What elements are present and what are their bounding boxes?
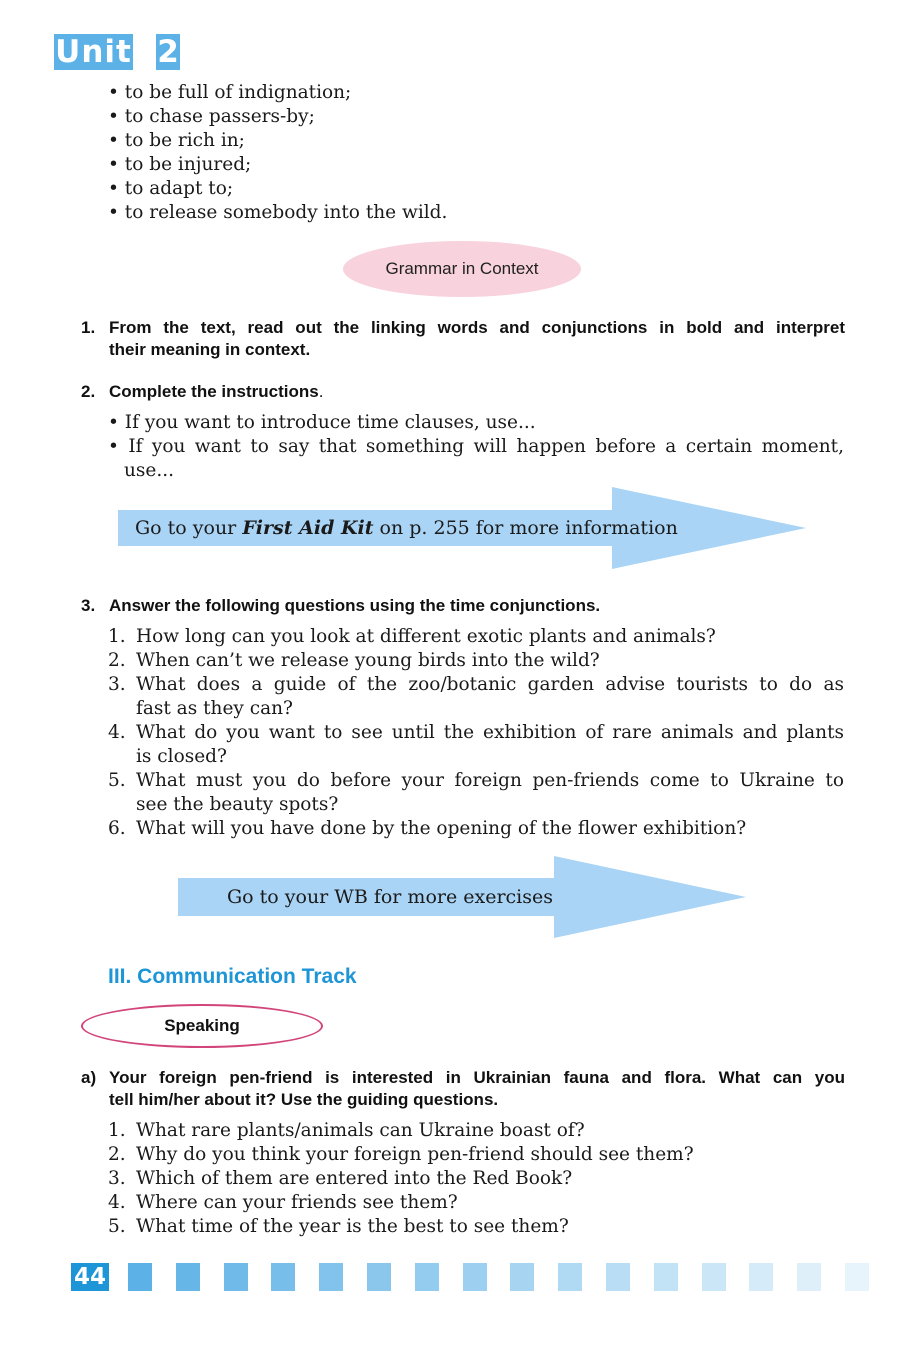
list-item: • If you want to introduce time clauses, use...	[108, 412, 536, 433]
task-text: their meaning in context.	[109, 340, 311, 359]
footer-square	[319, 1263, 343, 1291]
unit-label: Unit	[55, 34, 132, 70]
footer-square	[463, 1263, 487, 1291]
footer-square	[224, 1263, 248, 1291]
question-text: What will you have done by the opening of the flower exhibition?	[136, 818, 747, 839]
question-number: 6.	[108, 818, 126, 839]
first-aid-kit-reference: Go to your First Aid Kit on p. 255 for more information	[135, 517, 678, 539]
list-item: • to chase passers-by;	[108, 106, 315, 127]
grammar-in-context-badge: Grammar in Context	[343, 241, 581, 297]
question-number: 3.	[108, 1168, 126, 1189]
question-text: How long can you look at different exotic plants and animals?	[136, 626, 716, 647]
footer-square	[702, 1263, 726, 1291]
footer-square	[654, 1263, 678, 1291]
question-text: What must you do before your foreign pen-friends come to Ukraine to	[136, 770, 844, 791]
footer-square	[606, 1263, 630, 1291]
question-text: What rare plants/animals can Ukraine boast of?	[136, 1120, 585, 1141]
question-number: 4.	[108, 1192, 126, 1213]
question-number: 2.	[108, 650, 126, 671]
question-text: is closed?	[136, 746, 227, 767]
question-text: What do you want to see until the exhibition of rare animals and plants	[136, 722, 844, 743]
list-item-continued: use...	[124, 460, 174, 481]
question-number: 5.	[108, 770, 126, 791]
question-number: 1.	[108, 1120, 126, 1141]
footer-square	[128, 1263, 152, 1291]
list-item: • to release somebody into the wild.	[108, 202, 448, 223]
list-item: • to be rich in;	[108, 130, 245, 151]
speaking-badge: Speaking	[81, 1004, 323, 1048]
question-text: Which of them are entered into the Red Book?	[136, 1168, 573, 1189]
task-text: Your foreign pen-friend is interested in Ukrainian fauna and flora. What can you	[109, 1068, 845, 1087]
task-number: 3.	[81, 596, 96, 615]
footer-square	[558, 1263, 582, 1291]
workbook-reference: Go to your WB for more exercises	[227, 886, 553, 908]
footer-square	[176, 1263, 200, 1291]
footer-square	[271, 1263, 295, 1291]
question-text: Why do you think your foreign pen-friend should see them?	[136, 1144, 694, 1165]
list-item: • to adapt to;	[108, 178, 234, 199]
task-text: Answer the following questions using the time conjunctions.	[109, 596, 601, 615]
question-number: 2.	[108, 1144, 126, 1165]
footer-square	[415, 1263, 439, 1291]
footer-square	[510, 1263, 534, 1291]
question-text: When can’t we release young birds into the wild?	[136, 650, 600, 671]
task-a	[81, 1067, 845, 1111]
section-title: III. Communication Track	[108, 965, 357, 988]
task-number: 2.	[81, 382, 96, 401]
task-label: a)	[81, 1068, 97, 1087]
question-text: What time of the year is the best to see them?	[136, 1216, 569, 1237]
task-number: 1.	[81, 318, 96, 337]
task-1	[81, 317, 845, 361]
footer-square	[797, 1263, 821, 1291]
question-number: 4.	[108, 722, 126, 743]
task-text: tell him/her about it? Use the guiding questions.	[109, 1090, 499, 1109]
unit-number: 2	[157, 34, 179, 70]
task-text: From the text, read out the linking words and conjunctions in bold and interpret	[109, 318, 845, 337]
list-item: • to be full of indignation;	[108, 82, 352, 103]
question-text: fast as they can?	[136, 698, 293, 719]
footer-square	[845, 1263, 869, 1291]
task-text: Complete the instructions	[109, 382, 319, 401]
footer-square	[749, 1263, 773, 1291]
task-3	[81, 595, 845, 617]
question-number: 3.	[108, 674, 126, 695]
footer-square	[367, 1263, 391, 1291]
list-item: • If you want to say that something will happen before a certain moment,	[108, 436, 844, 457]
question-number: 1.	[108, 626, 126, 647]
page-number: 44	[71, 1263, 109, 1291]
question-text: What does a guide of the zoo/botanic garden advise tourists to do as	[136, 674, 844, 695]
question-number: 5.	[108, 1216, 126, 1237]
list-item: • to be injured;	[108, 154, 252, 175]
question-text: see the beauty spots?	[136, 794, 339, 815]
question-text: Where can your friends see them?	[136, 1192, 458, 1213]
task-2: 2. Complete the instructions.	[81, 382, 324, 401]
